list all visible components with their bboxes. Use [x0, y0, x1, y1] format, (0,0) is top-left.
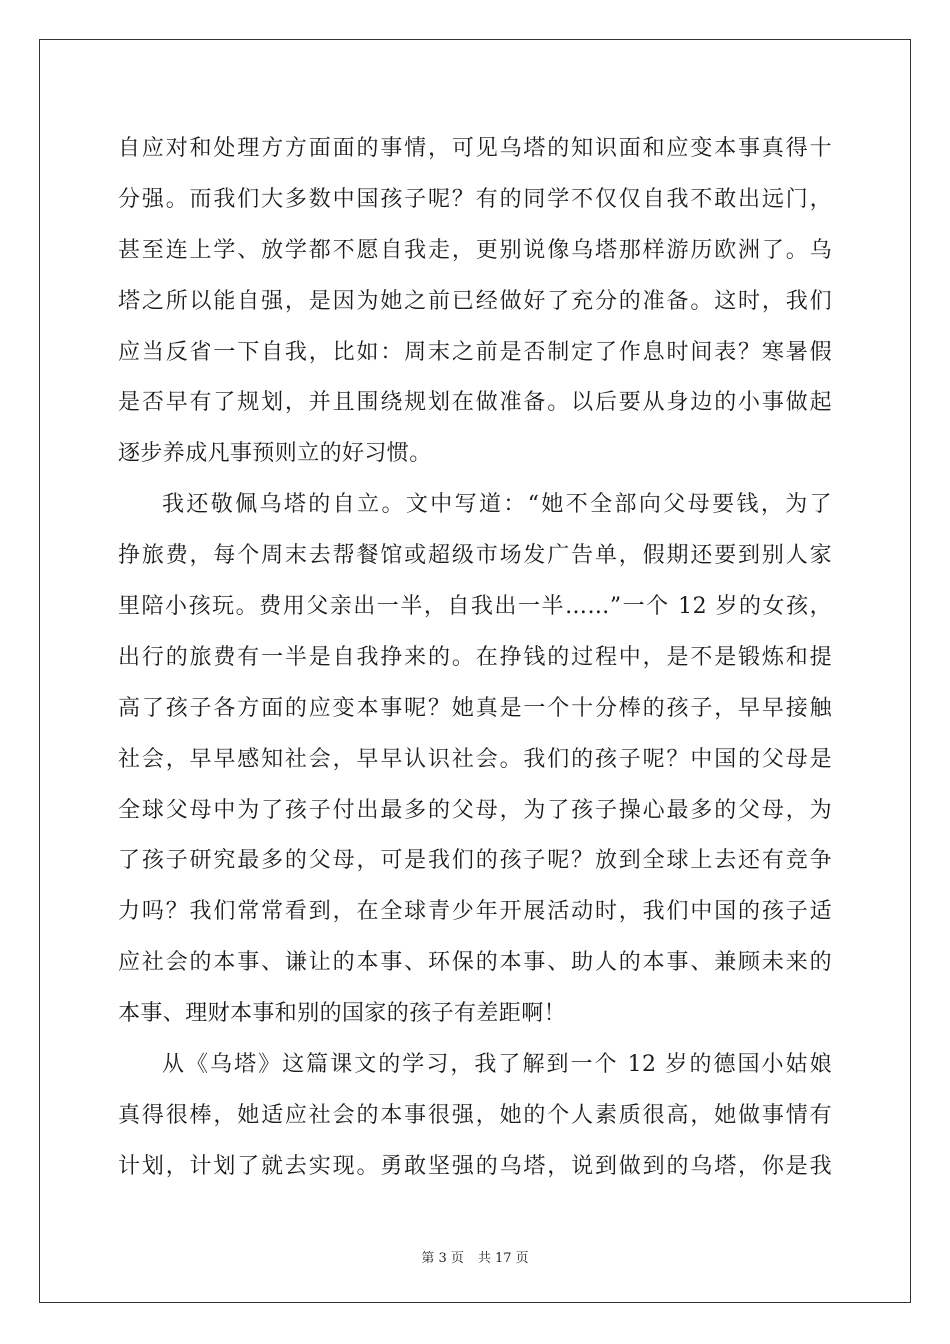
- page-number: 第 3 页: [421, 1251, 464, 1266]
- paragraph-start-line: 从《乌塔》这篇课文的学习，我了解到一个 12 岁的德国小姑娘: [162, 1052, 832, 1078]
- text-line: 挣旅费，每个周末去帮餐馆或超级市场发广告单，假期还要到别人家: [118, 543, 832, 569]
- page-footer: [0, 1247, 950, 1266]
- text-line: 是否早有了规划，并且围绕规划在做准备。以后要从身边的小事做起: [118, 390, 832, 416]
- text-line: 本事、理财本事和别的国家的孩子有差距啊！: [118, 1001, 567, 1027]
- text-line: 真得很棒，她适应社会的本事很强，她的个人素质很高，她做事情有: [118, 1102, 832, 1128]
- document-body: [118, 124, 832, 1193]
- text-line: 了孩子研究最多的父母，可是我们的孩子呢？放到全球上去还有竞争: [118, 848, 832, 874]
- text-line: 甚至连上学、放学都不愿自我走，更别说像乌塔那样游历欧洲了。乌: [118, 237, 832, 263]
- text-line: 里陪小孩玩。费用父亲出一半，自我出一半……”一个 12 岁的女孩，: [118, 594, 832, 620]
- page-total: 共 17 页: [477, 1251, 529, 1266]
- text-line: 全球父母中为了孩子付出最多的父母，为了孩子操心最多的父母，为: [118, 797, 832, 823]
- text-line: 逐步养成凡事预则立的好习惯。: [118, 441, 432, 467]
- text-line: 应当反省一下自我，比如：周末之前是否制定了作息时间表？寒暑假: [118, 339, 832, 365]
- text-line: 分强。而我们大多数中国孩子呢？有的同学不仅仅自我不敢出远门，: [118, 186, 832, 212]
- text-line: 高了孩子各方面的应变本事呢？她真是一个十分棒的孩子，早早接触: [118, 695, 832, 721]
- text-line: 社会，早早感知社会，早早认识社会。我们的孩子呢？中国的父母是: [118, 746, 832, 772]
- text-line: 计划，计划了就去实现。勇敢坚强的乌塔，说到做到的乌塔，你是我: [118, 1153, 832, 1179]
- text-line: 自应对和处理方方面面的事情，可见乌塔的知识面和应变本事真得十: [118, 136, 832, 161]
- text-line: 应社会的本事、谦让的本事、环保的本事、助人的本事、兼顾未来的: [118, 950, 832, 976]
- paragraph-start-line: 我还敬佩乌塔的自立。文中写道：“她不全部向父母要钱，为了: [162, 492, 832, 518]
- text-line: 力吗？我们常常看到，在全球青少年开展活动时，我们中国的孩子适: [118, 899, 832, 925]
- text-line: 塔之所以能自强，是因为她之前已经做好了充分的准备。这时，我们: [118, 288, 832, 314]
- text-line: 出行的旅费有一半是自我挣来的。在挣钱的过程中，是不是锻炼和提: [118, 644, 832, 670]
